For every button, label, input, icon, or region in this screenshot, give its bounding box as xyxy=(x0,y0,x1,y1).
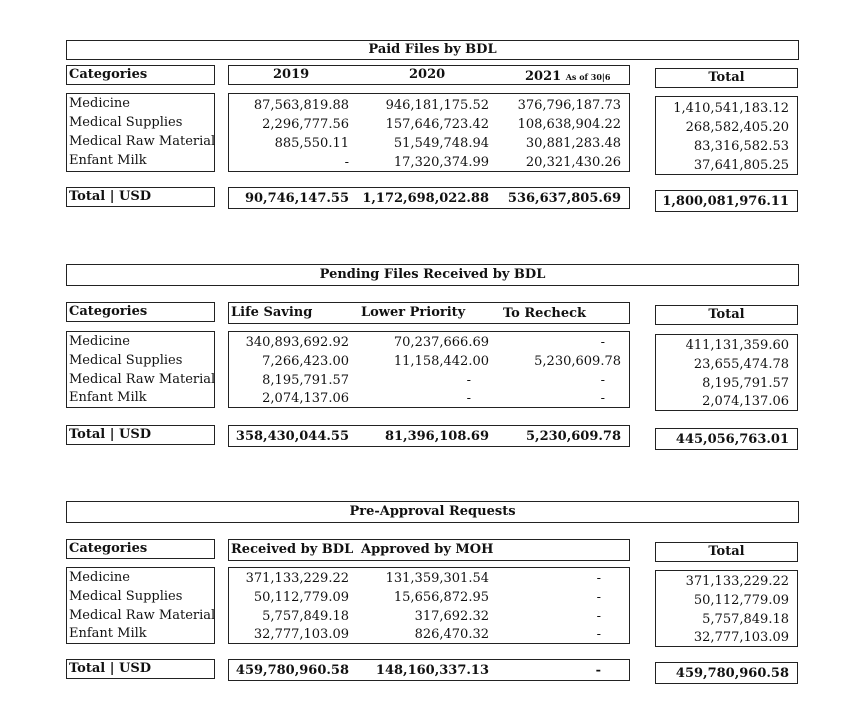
cell-value: 32,777,103.09 xyxy=(253,627,349,642)
section-title xyxy=(66,264,799,286)
sum-value: 5,230,609.78 xyxy=(526,429,621,444)
column-header-box xyxy=(228,539,630,561)
sum-label-box xyxy=(66,659,215,679)
total-header xyxy=(655,305,798,325)
row-totals-box xyxy=(655,334,798,411)
column-note: As of 30|6 xyxy=(565,72,611,82)
column-header-to-recheck: To Recheck xyxy=(503,306,587,321)
row-label: Enfant Milk xyxy=(69,153,147,168)
row-label: Medical Raw Material xyxy=(69,134,216,149)
row-label: Medical Supplies xyxy=(69,115,183,130)
row-label: Enfant Milk xyxy=(69,626,147,641)
cell-value: 371,133,229.22 xyxy=(245,571,349,586)
cell-value: 317,692.32 xyxy=(414,609,489,624)
sum-label: Total | USD xyxy=(69,661,151,676)
column-header-life-saving: Life Saving xyxy=(231,305,313,320)
values-box xyxy=(228,567,630,644)
cell-value: - xyxy=(600,335,605,350)
column-header-received: Received by BDL xyxy=(231,542,354,557)
grand-total: 445,056,763.01 xyxy=(675,432,789,447)
section-title-text: Paid Files by BDL xyxy=(368,42,497,57)
row-total: 411,131,359.60 xyxy=(685,338,789,353)
categories-header xyxy=(66,65,215,85)
cell-value: 2,074,137.06 xyxy=(262,391,349,406)
row-label: Enfant Milk xyxy=(69,390,147,405)
cell-value: 826,470.32 xyxy=(414,627,489,642)
categories-header xyxy=(66,302,215,322)
column-header-lower-priority: Lower Priority xyxy=(361,305,466,320)
row-label: Medicine xyxy=(69,334,130,349)
cell-value: 8,195,791.57 xyxy=(262,373,349,388)
row-totals-box xyxy=(655,96,798,175)
cell-value: 2,296,777.56 xyxy=(262,117,349,132)
cell-value: - xyxy=(596,609,601,624)
row-totals-box xyxy=(655,570,798,647)
section-title-text: Pre-Approval Requests xyxy=(349,504,516,519)
column-header-box xyxy=(228,302,630,324)
cell-value: 157,646,723.42 xyxy=(385,117,489,132)
sum-value: - xyxy=(595,663,601,678)
column-header-2020: 2020 xyxy=(409,67,446,82)
cell-value: 5,757,849.18 xyxy=(262,609,349,624)
row-label: Medical Raw Material xyxy=(69,608,216,623)
cell-value: - xyxy=(466,373,471,388)
cell-value: - xyxy=(596,571,601,586)
cell-value: - xyxy=(596,590,601,605)
sum-label: Total | USD xyxy=(69,189,151,204)
sums-box xyxy=(228,659,630,681)
category-labels-box xyxy=(66,93,215,172)
row-label: Medical Supplies xyxy=(69,589,183,604)
row-total: 50,112,779.09 xyxy=(693,593,789,608)
grand-total-box xyxy=(655,428,798,450)
grand-total: 459,780,960.58 xyxy=(675,666,789,681)
total-header-text: Total xyxy=(708,70,745,85)
section-title xyxy=(66,501,799,523)
grand-total-box xyxy=(655,662,798,684)
column-header-2019: 2019 xyxy=(273,67,310,82)
column-header-2021 xyxy=(525,69,610,84)
row-total: 83,316,582.53 xyxy=(693,139,789,154)
row-total: 2,074,137.06 xyxy=(702,394,789,409)
cell-value: 50,112,779.09 xyxy=(253,590,349,605)
column-header-approved: Approved by MOH xyxy=(361,542,494,557)
column-header-2021-text: 2021 xyxy=(525,69,562,84)
sum-value: 90,746,147.55 xyxy=(244,191,349,206)
cell-value: - xyxy=(466,391,471,406)
row-label: Medical Raw Material xyxy=(69,372,216,387)
row-label: Medicine xyxy=(69,570,130,585)
cell-value: - xyxy=(600,391,605,406)
categories-header xyxy=(66,539,215,559)
cell-value: 108,638,904.22 xyxy=(517,117,621,132)
sum-value: 459,780,960.58 xyxy=(235,663,349,678)
total-header-text: Total xyxy=(708,544,745,559)
category-labels-box xyxy=(66,567,215,644)
row-total: 37,641,805.25 xyxy=(693,158,789,173)
cell-value: 131,359,301.54 xyxy=(385,571,489,586)
cell-value: 376,796,187.73 xyxy=(517,98,621,113)
row-total: 371,133,229.22 xyxy=(685,574,789,589)
sums-box xyxy=(228,425,630,447)
sum-value: 81,396,108.69 xyxy=(384,429,489,444)
row-label: Medical Supplies xyxy=(69,353,183,368)
total-header-text: Total xyxy=(708,307,745,322)
cell-value: - xyxy=(344,155,349,170)
cell-value: 5,230,609.78 xyxy=(534,354,621,369)
row-total: 23,655,474.78 xyxy=(693,357,789,372)
cell-value: 30,881,283.48 xyxy=(525,136,621,151)
row-total: 32,777,103.09 xyxy=(693,630,789,645)
cell-value: 340,893,692.92 xyxy=(245,335,349,350)
values-box xyxy=(228,331,630,408)
grand-total: 1,800,081,976.11 xyxy=(662,194,789,209)
cell-value: 51,549,748.94 xyxy=(393,136,489,151)
cell-value: 87,563,819.88 xyxy=(253,98,349,113)
sum-value: 1,172,698,022.88 xyxy=(362,191,489,206)
cell-value: 11,158,442.00 xyxy=(393,354,489,369)
values-box xyxy=(228,93,630,172)
row-total: 268,582,405.20 xyxy=(685,120,789,135)
total-header xyxy=(655,68,798,88)
row-label: Medicine xyxy=(69,96,130,111)
row-total: 5,757,849.18 xyxy=(702,612,789,627)
categories-header-text: Categories xyxy=(69,541,148,556)
sum-label: Total | USD xyxy=(69,427,151,442)
cell-value: 15,656,872.95 xyxy=(393,590,489,605)
sum-value: 148,160,337.13 xyxy=(375,663,489,678)
row-total: 8,195,791.57 xyxy=(702,376,789,391)
row-total: 1,410,541,183.12 xyxy=(673,101,789,116)
sum-value: 536,637,805.69 xyxy=(507,191,621,206)
sum-value: 358,430,044.55 xyxy=(235,429,349,444)
section-title xyxy=(66,40,799,60)
cell-value: 70,237,666.69 xyxy=(393,335,489,350)
sums-box xyxy=(228,187,630,209)
cell-value: 885,550.11 xyxy=(274,136,349,151)
total-header xyxy=(655,542,798,562)
category-labels-box xyxy=(66,331,215,408)
grand-total-box xyxy=(655,190,798,212)
cell-value: 946,181,175.52 xyxy=(385,98,489,113)
sum-label-box xyxy=(66,425,215,445)
section-title-text: Pending Files Received by BDL xyxy=(319,267,546,282)
cell-value: - xyxy=(600,373,605,388)
categories-header-text: Categories xyxy=(69,304,148,319)
cell-value: 7,266,423.00 xyxy=(262,354,349,369)
cell-value: 20,321,430.26 xyxy=(525,155,621,170)
sum-label-box xyxy=(66,187,215,207)
cell-value: - xyxy=(596,627,601,642)
categories-header-text: Categories xyxy=(69,67,148,82)
cell-value: 17,320,374.99 xyxy=(393,155,489,170)
column-header-box xyxy=(228,65,630,85)
